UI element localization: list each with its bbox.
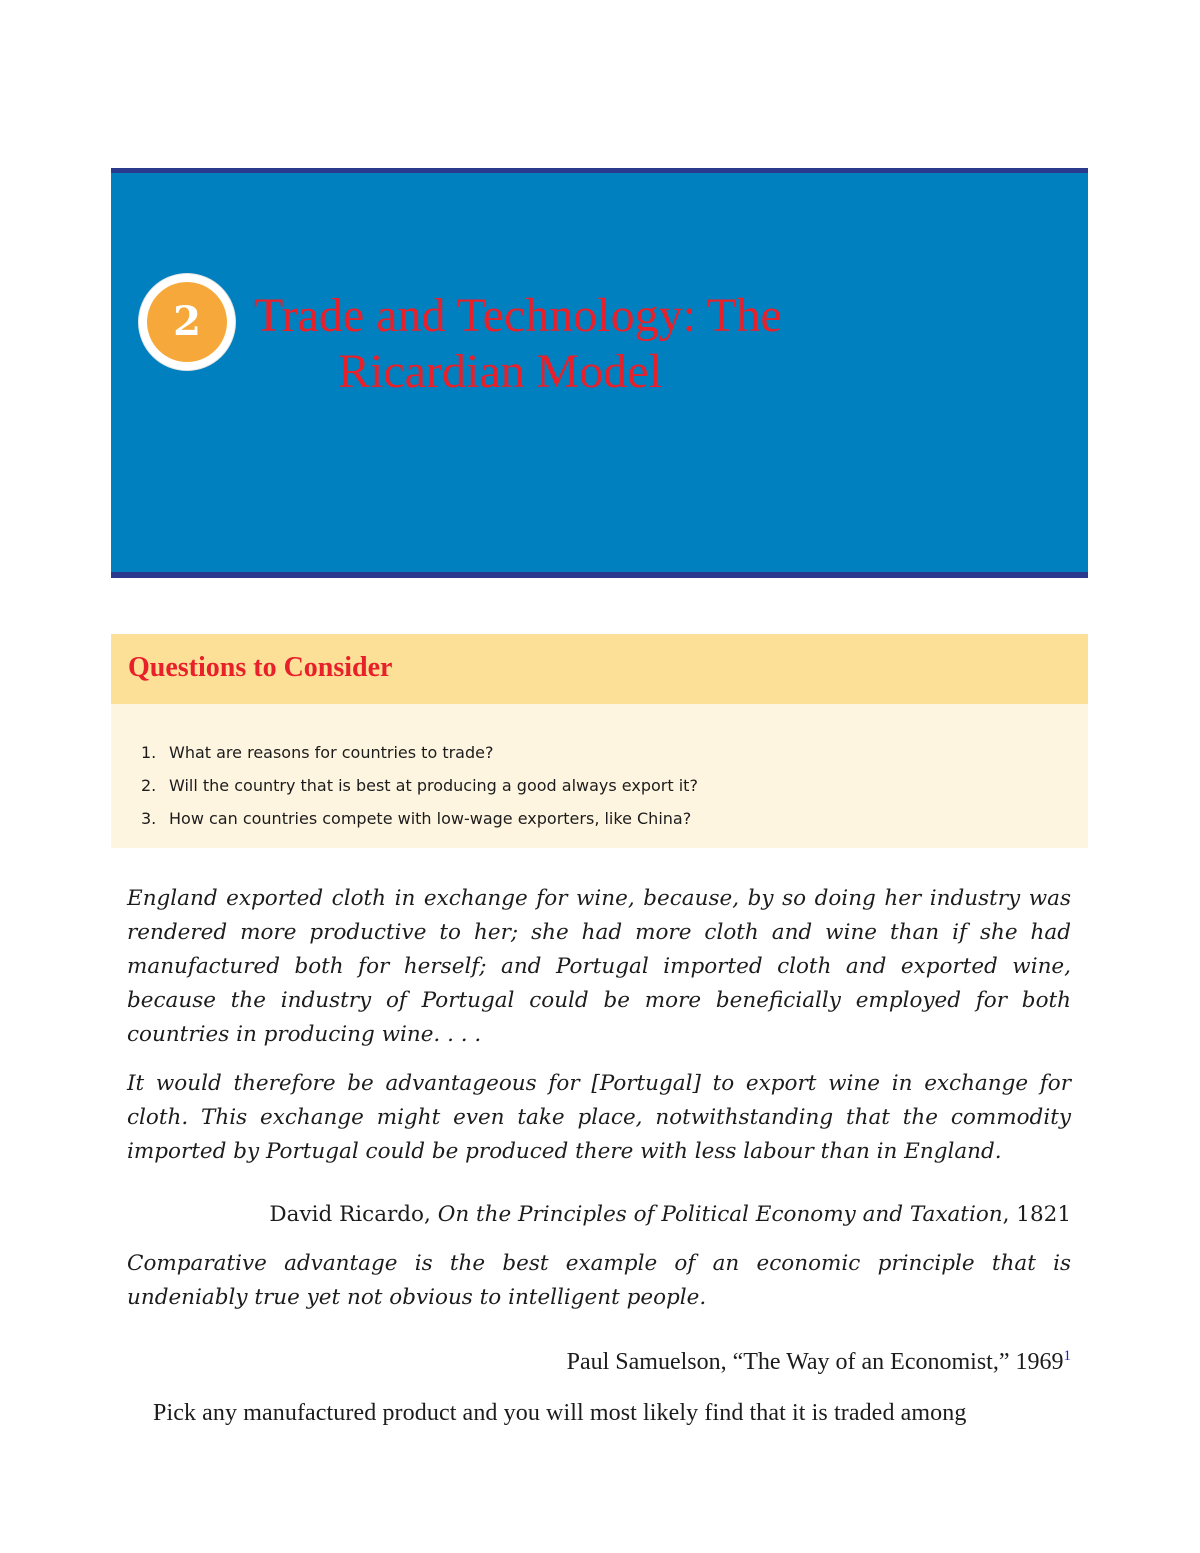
ricardo-attribution-year: , 1821	[1002, 1202, 1071, 1227]
chapter-title-line1: Trade and Technology: The	[254, 289, 782, 342]
questions-header	[111, 634, 1088, 704]
samuelson-quote: Comparative advantage is the best example of an economic principle that is undeniably true yet not obvious to intelligent people.	[127, 1251, 1071, 1310]
questions-list	[141, 736, 698, 835]
question-item	[141, 769, 698, 802]
question-number: 3.	[141, 809, 157, 828]
question-item	[141, 802, 698, 835]
ricardo-quote-paragraph-2: It would therefore be advantageous for [Portugal] to export wine in exchange for cloth. This exchange might even take place, notwithstanding that the commodity imported by Portugal could be produced there with less labour than in England.	[127, 1071, 1071, 1164]
questions-heading: Questions to Consider	[128, 652, 393, 683]
ricardo-attribution-author: David Ricardo,	[269, 1202, 438, 1227]
chapter-number-badge	[139, 274, 235, 370]
footnote-reference[interactable]: 1	[1063, 1348, 1071, 1364]
question-text: Will the country that is best at producing a good always export it?	[169, 776, 698, 795]
chapter-title-line2: Ricardian Model	[338, 345, 662, 398]
questions-body	[111, 704, 1088, 848]
question-number: 2.	[141, 776, 157, 795]
chapter-number: 2	[147, 282, 227, 362]
ricardo-attribution	[269, 1198, 1071, 1232]
question-text: How can countries compete with low-wage exporters, like China?	[169, 809, 692, 828]
ricardo-quote-paragraph-1: England exported cloth in exchange for wine, because, by so doing her industry was rendered more productive to her; she had more cloth and wine than if she had manufactured both for herself; and Portugal imported cloth and exported wine, because the industry of Portugal could be more beneficially employed for both countries in producing wine. . . .	[127, 886, 1071, 1047]
ricardo-attribution-work: On the Principles of Political Economy and Taxation	[437, 1202, 1003, 1227]
question-item	[141, 736, 698, 769]
body-paragraph-first-line: Pick any manufactured product and you will most likely find that it is traded among	[153, 1400, 967, 1426]
samuelson-attribution-text: Paul Samuelson, “The Way of an Economist,” 1969	[566, 1349, 1064, 1375]
question-number: 1.	[141, 743, 157, 762]
question-text: What are reasons for countries to trade?	[169, 743, 494, 762]
samuelson-attribution	[567, 1345, 1071, 1379]
